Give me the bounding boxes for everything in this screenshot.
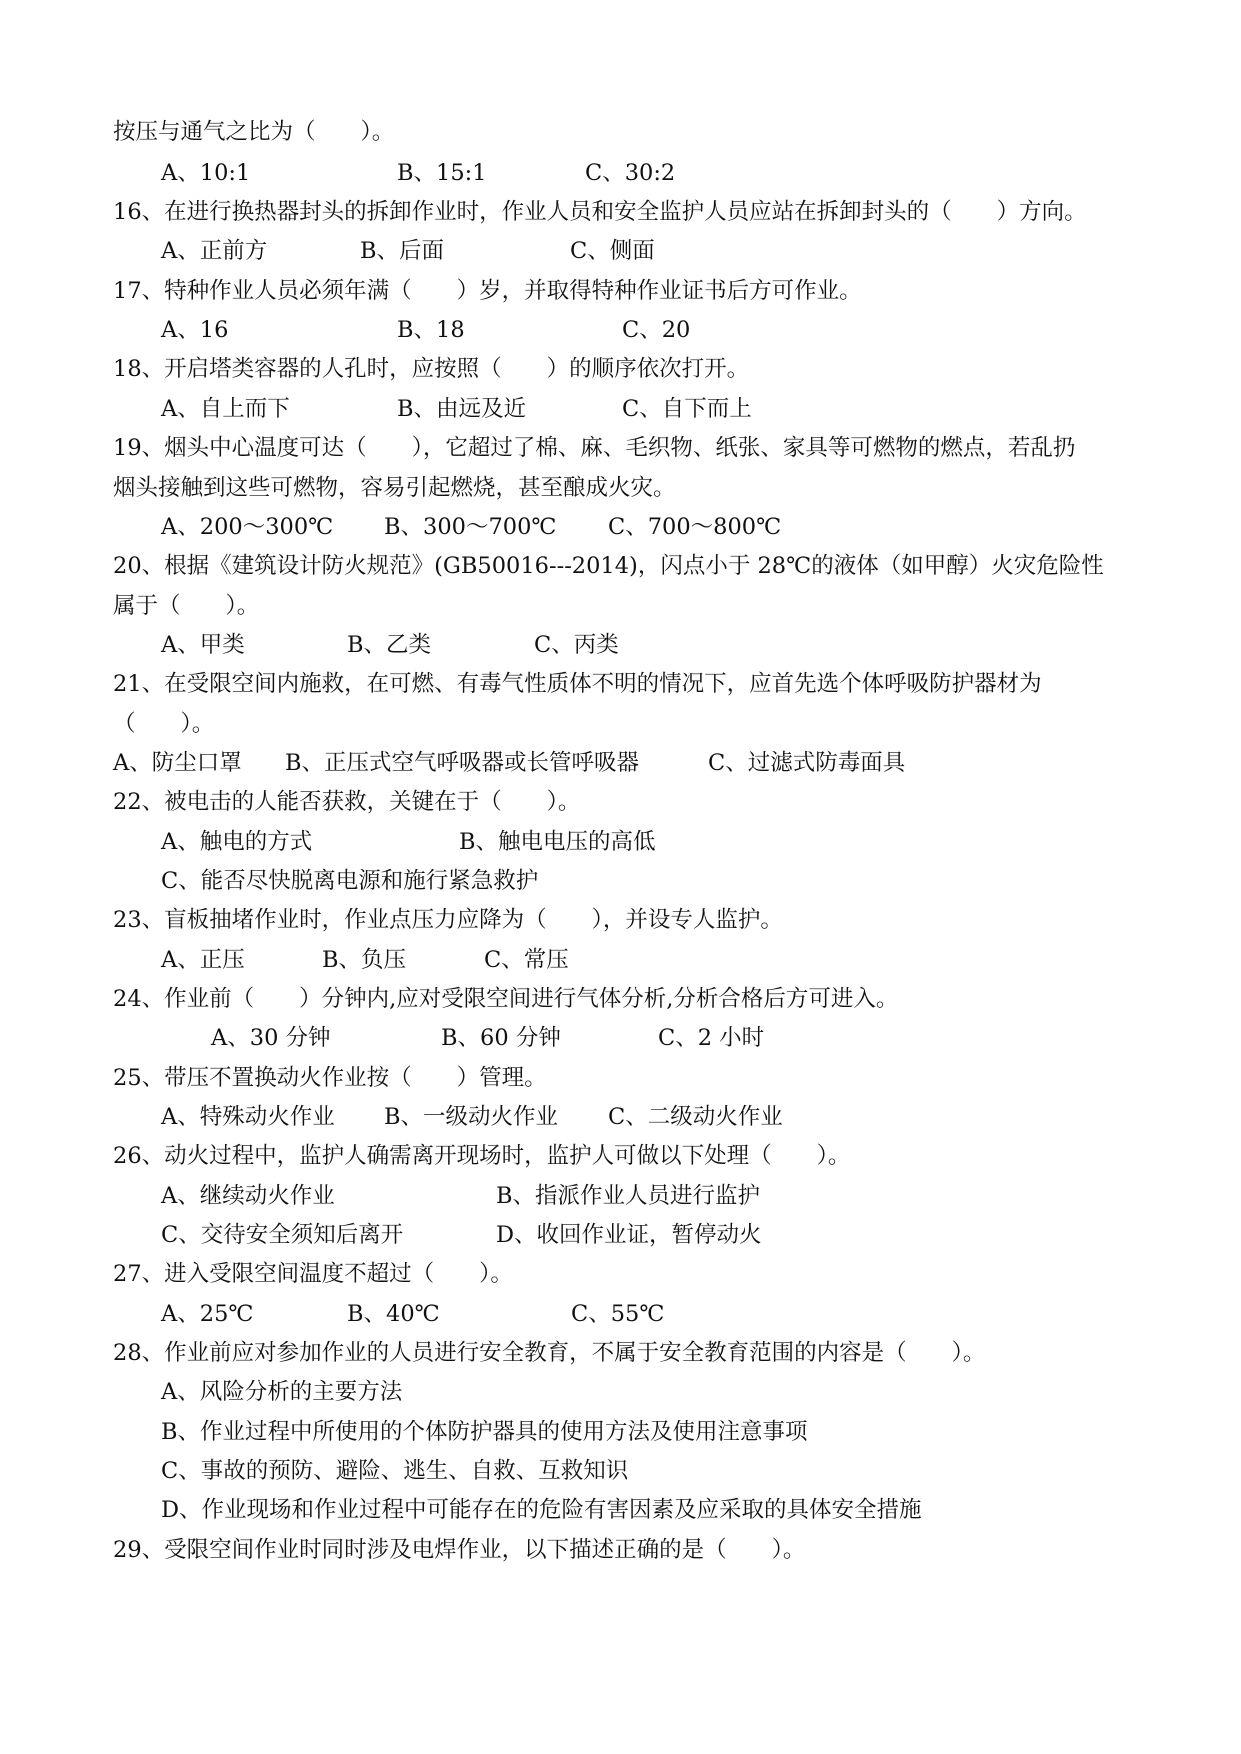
option-d: D、收回作业证，暂停动火 (496, 1222, 762, 1248)
question-18: 18、开启塔类容器的人孔时，应按照（ ）的顺序依次打开。 (113, 356, 750, 382)
option-c: C、常压 (484, 947, 569, 973)
option-b: B、40℃ (347, 1301, 440, 1327)
option-a: A、风险分析的主要方法 (161, 1379, 403, 1405)
option-c: C、20 (622, 317, 691, 343)
option-a: A、16 (161, 317, 229, 343)
option-a: A、甲类 (161, 632, 245, 658)
option-a: A、特殊动火作业 (161, 1104, 335, 1130)
question-23: 23、盲板抽堵作业时，作业点压力应降为（ ），并设专人监护。 (113, 907, 783, 933)
option-b: B、60 分钟 (441, 1025, 561, 1051)
question-17: 17、特种作业人员必须年满（ ）岁，并取得特种作业证书后方可作业。 (113, 278, 862, 304)
question-21: 21、在受限空间内施救，在可燃、有毒气性质体不明的情况下，应首先选个体呼吸防护器材为 (113, 671, 1042, 697)
option-a: A、继续动火作业 (161, 1183, 335, 1209)
option-c: C、二级动火作业 (608, 1104, 783, 1130)
question-20-continued: 属于（ ）。 (113, 593, 260, 619)
option-c: C、侧面 (570, 238, 655, 264)
question-29: 29、受限空间作业时同时涉及电焊作业，以下描述正确的是（ ）。 (113, 1537, 806, 1563)
option-a: A、10:1 (161, 160, 251, 186)
option-a: A、正压 (161, 947, 245, 973)
option-c: C、能否尽快脱离电源和施行紧急救护 (161, 868, 539, 894)
question-20: 20、根据《建筑设计防火规范》(GB50016---2014)，闪点小于 28℃的液体（如甲醇）火灾危险性 (113, 553, 1104, 579)
option-b: B、18 (397, 317, 465, 343)
option-c: C、交待安全须知后离开 (161, 1222, 404, 1248)
option-c: C、700～800℃ (608, 514, 782, 540)
question-21-continued: （ ）。 (113, 711, 215, 737)
question-24: 24、作业前（ ）分钟内,应对受限空间进行气体分析,分析合格后方可进入。 (113, 986, 899, 1012)
option-b: B、300～700℃ (384, 514, 557, 540)
option-c: C、自下而上 (622, 396, 752, 422)
question-19: 19、烟头中心温度可达（ ），它超过了棉、麻、毛织物、纸张、家具等可燃物的燃点，若乱扔 (113, 435, 1076, 461)
option-b: B、作业过程中所使用的个体防护器具的使用方法及使用注意事项 (161, 1419, 808, 1445)
question-27: 27、进入受限空间温度不超过（ ）。 (113, 1261, 513, 1287)
option-b: B、15:1 (397, 160, 487, 186)
option-c: C、丙类 (534, 632, 619, 658)
question-25: 25、带压不置换动火作业按（ ）管理。 (113, 1065, 547, 1091)
question-16: 16、在进行换热器封头的拆卸作业时，作业人员和安全监护人员应站在拆卸封头的（ ）方向。 (113, 199, 1087, 225)
option-a: A、自上而下 (161, 396, 290, 422)
option-b: B、指派作业人员进行监护 (496, 1183, 761, 1209)
option-b: B、触电电压的高低 (459, 829, 656, 855)
option-a: A、正前方 (161, 238, 268, 264)
option-c: C、过滤式防毒面具 (708, 750, 906, 776)
option-a: A、触电的方式 (161, 829, 313, 855)
option-c: C、事故的预防、避险、逃生、自救、互救知识 (161, 1458, 629, 1484)
question-text: 按压与通气之比为（ ）。 (113, 119, 395, 145)
question-26: 26、动火过程中，监护人确需离开现场时，监护人可做以下处理（ ）。 (113, 1143, 851, 1169)
question-28: 28、作业前应对参加作业的人员进行安全教育，不属于安全教育范围的内容是（ ）。 (113, 1340, 986, 1366)
option-b: B、后面 (360, 238, 445, 264)
option-b: B、正压式空气呼吸器或长管呼吸器 (285, 750, 640, 776)
option-b: B、一级动火作业 (384, 1104, 559, 1130)
option-a: A、防尘口罩 (113, 750, 242, 776)
option-c: C、55℃ (571, 1301, 665, 1327)
option-a: A、30 分钟 (211, 1025, 331, 1051)
question-22: 22、被电击的人能否获救，关键在于（ ）。 (113, 789, 581, 815)
option-b: B、由远及近 (397, 396, 527, 422)
option-c: C、2 小时 (658, 1025, 765, 1051)
question-19-continued: 烟头接触到这些可燃物，容易引起燃烧，甚至酿成火灾。 (113, 475, 676, 501)
option-d: D、作业现场和作业过程中可能存在的危险有害因素及应采取的具体安全措施 (161, 1497, 922, 1523)
option-b: B、乙类 (347, 632, 432, 658)
option-c: C、30:2 (585, 160, 676, 186)
option-b: B、负压 (322, 947, 407, 973)
option-a: A、25℃ (161, 1301, 254, 1327)
option-a: A、200～300℃ (161, 514, 334, 540)
